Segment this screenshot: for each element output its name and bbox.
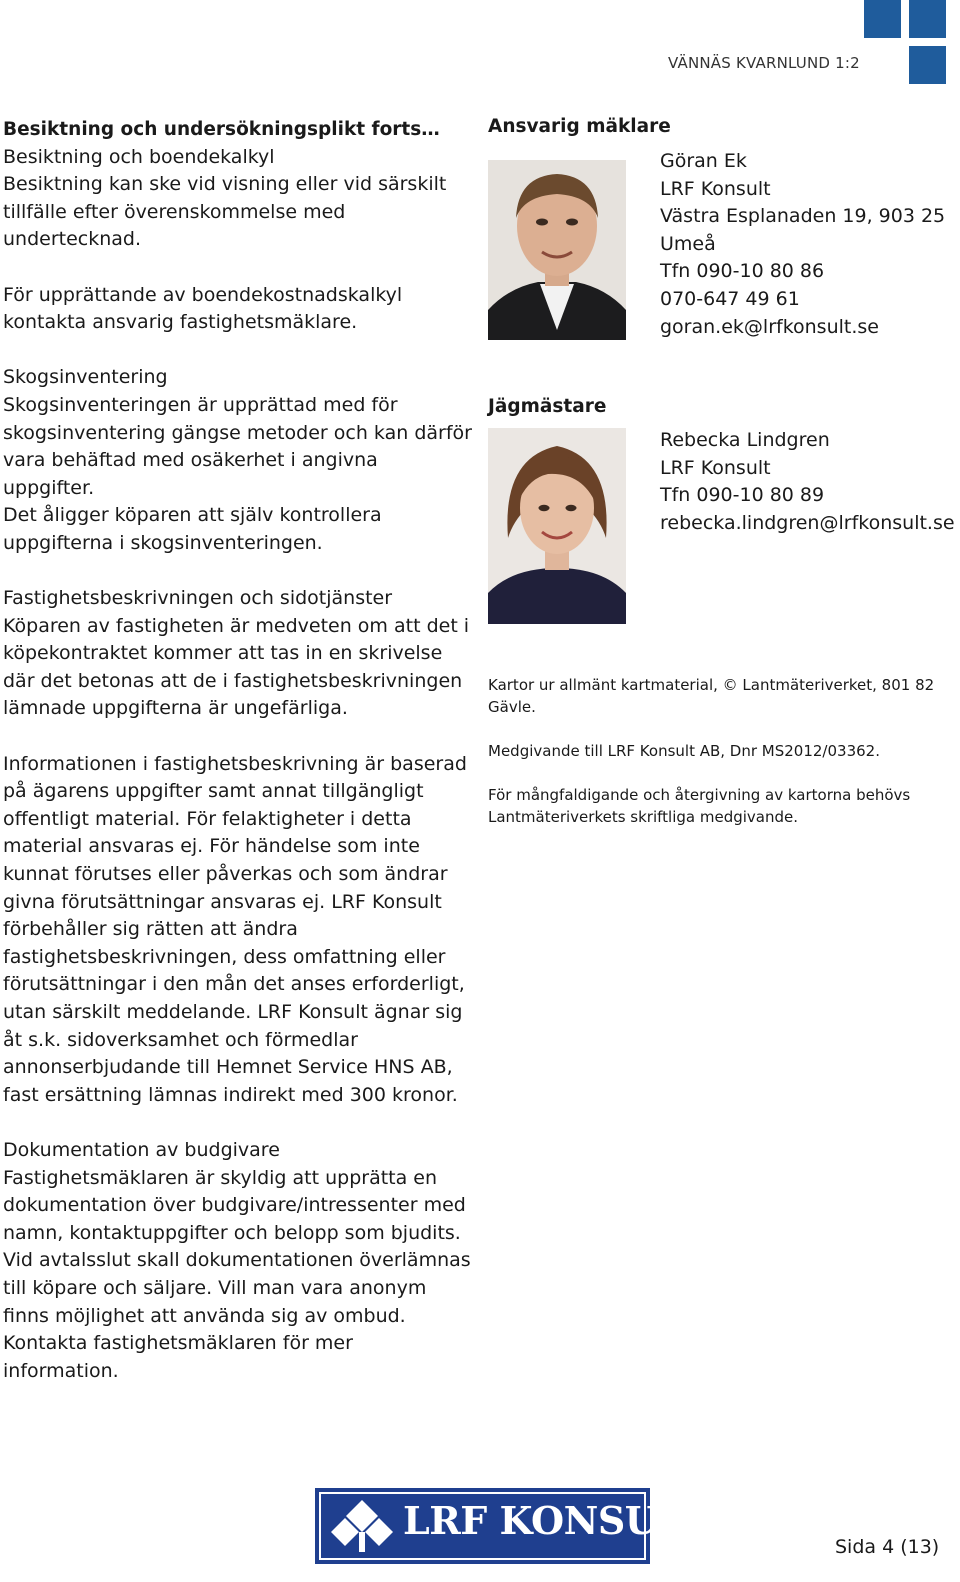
forester-photo	[488, 428, 626, 624]
text-line: fast ersättning lämnas indirekt med 300 kronor.	[3, 1083, 458, 1106]
text-line: uppgifterna i skogsinventeringen.	[3, 531, 323, 554]
forester-role-title: Jägmästare	[488, 396, 607, 417]
broker-city: Umeå	[660, 232, 716, 255]
corner-decoration-right	[909, 0, 946, 38]
forester-company: LRF Konsult	[660, 456, 771, 479]
text-line: Kontakta fastighetsmäklaren för mer	[3, 1332, 353, 1355]
section-heading: Besiktning och undersökningsplikt forts…	[3, 119, 440, 140]
broker-address: Västra Esplanaden 19, 903 25	[660, 205, 946, 228]
forester-contact-details	[660, 427, 955, 537]
broker-name: Göran Ek	[660, 150, 747, 172]
page-number: Sida 4 (13)	[835, 1536, 940, 1558]
text-line: information.	[3, 1359, 119, 1382]
reproduction-note	[488, 784, 948, 828]
text-line: Fastighetsbeskrivningen och sidotjänster	[3, 587, 393, 610]
text-line: Skogsinventeringen är upprättad med för	[3, 393, 398, 416]
text-line: För mångfaldigande och återgivning av kartorna behövs	[488, 786, 911, 804]
document-header-title: VÄNNÄS KVARNLUND 1:2	[668, 54, 860, 72]
text-line: offentligt material. För felaktigheter i detta	[3, 807, 412, 830]
text-line: åt s.k. sidoverksamhet och förmedlar	[3, 1028, 358, 1051]
broker-photo	[488, 160, 626, 340]
text-line: Dokumentation av budgivare	[3, 1138, 280, 1161]
text-line: namn, kontaktuppgifter och belopp som bjudits.	[3, 1221, 461, 1244]
broker-role-title: Ansvarig mäklare	[488, 116, 671, 137]
text-line: Fastighetsmäklaren är skyldig att upprätta en	[3, 1166, 438, 1189]
text-line: till köpare och säljare. Vill man vara anonym	[3, 1276, 427, 1299]
text-line: Köparen av fastigheten är medveten om att det i	[3, 614, 470, 637]
forester-email-link[interactable]: rebecka.lindgren@lrfkonsult.se	[660, 511, 955, 534]
broker-contact-details	[660, 148, 945, 341]
text-line: på ägarens uppgifter samt annat tillgängligt	[3, 780, 424, 803]
lrf-konsult-logo	[315, 1488, 709, 1564]
text-line: Vid avtalsslut skall dokumentationen överlämnas	[3, 1249, 471, 1272]
maps-source-note	[488, 674, 948, 718]
text-line: kunnat förutses eller påverkas och som ändrar	[3, 863, 448, 886]
text-line: där det betonas att de i fastighetsbeskrivningen	[3, 669, 463, 692]
text-line: annonserbjudande till Hemnet Service HNS AB,	[3, 1056, 453, 1079]
corner-decoration-top	[864, 0, 901, 38]
text-line: lämnade uppgifterna är ungefärliga.	[3, 697, 348, 720]
broker-email-link[interactable]: goran.ek@lrfkonsult.se	[660, 315, 879, 338]
paragraph-information-basis	[3, 751, 473, 1110]
text-line: utan särskilt meddelande. LRF Konsult ägnar sig	[3, 1001, 463, 1023]
text-line: Besiktning och boendekalkyl	[3, 145, 275, 168]
broker-company: LRF Konsult	[660, 177, 771, 200]
paragraph-bidder-documentation	[3, 1137, 473, 1385]
text-line: Det åligger köparen att själv kontrollera	[3, 504, 382, 527]
text-line: För upprättande av boendekostnadskalkyl	[3, 283, 403, 306]
text-line: material ansvaras ej. För händelse som inte	[3, 835, 420, 858]
text-line: fastighetsbeskrivningen, dess omfattning eller	[3, 945, 446, 968]
permission-note: Medgivande till LRF Konsult AB, Dnr MS2012/03362.	[488, 742, 880, 760]
text-line: förutsättningar i den mån det anses erforderligt,	[3, 973, 465, 996]
paragraph-cost-calc	[3, 282, 473, 337]
paragraph-forest-inventory	[3, 364, 473, 557]
broker-mobile: 070-647 49 61	[660, 287, 800, 310]
text-line: köpekontraktet kommer att tas in en skrivelse	[3, 642, 443, 665]
text-line: vara behäftad med osäkerhet i angivna uppgifter.	[3, 449, 378, 499]
text-line: Besiktning kan ske vid visning eller vid särskilt	[3, 173, 447, 196]
map-copyright-notes	[488, 674, 948, 850]
text-line: undertecknad.	[3, 228, 142, 251]
text-line: Gävle.	[488, 698, 536, 716]
logo-text: LRF KONSULT	[403, 1498, 709, 1543]
text-line: dokumentation över budgivare/intressenter med	[3, 1194, 466, 1217]
text-line: kontakta ansvarig fastighetsmäklare.	[3, 311, 358, 334]
text-line: förbehåller sig rätten att ändra	[3, 918, 298, 941]
text-line: tillfälle efter överenskommelse med	[3, 200, 346, 223]
text-line: Lantmäteriverkets skriftliga medgivande.	[488, 808, 798, 826]
paragraph-side-services	[3, 585, 473, 723]
text-line: finns möjlighet att använda sig av ombud.	[3, 1304, 406, 1327]
left-column-text	[3, 116, 473, 1413]
logo-emblem-icon	[329, 1498, 395, 1554]
broker-phone: Tfn 090-10 80 86	[660, 260, 825, 283]
text-line: givna förutsättningar ansvaras ej. LRF Konsult	[3, 890, 442, 913]
text-line: Informationen i fastighetsbeskrivning är baserad	[3, 752, 467, 775]
text-line: Kartor ur allmänt kartmaterial, © Lantmäteriverket, 801 82	[488, 676, 935, 694]
text-line: skogsinventering gängse metoder och kan därför	[3, 421, 472, 444]
paragraph-inspection	[3, 116, 473, 254]
forester-name: Rebecka Lindgren	[660, 429, 830, 451]
text-line: Skogsinventering	[3, 366, 168, 389]
corner-decoration-bottom	[909, 46, 946, 84]
forester-phone: Tfn 090-10 80 89	[660, 484, 825, 507]
